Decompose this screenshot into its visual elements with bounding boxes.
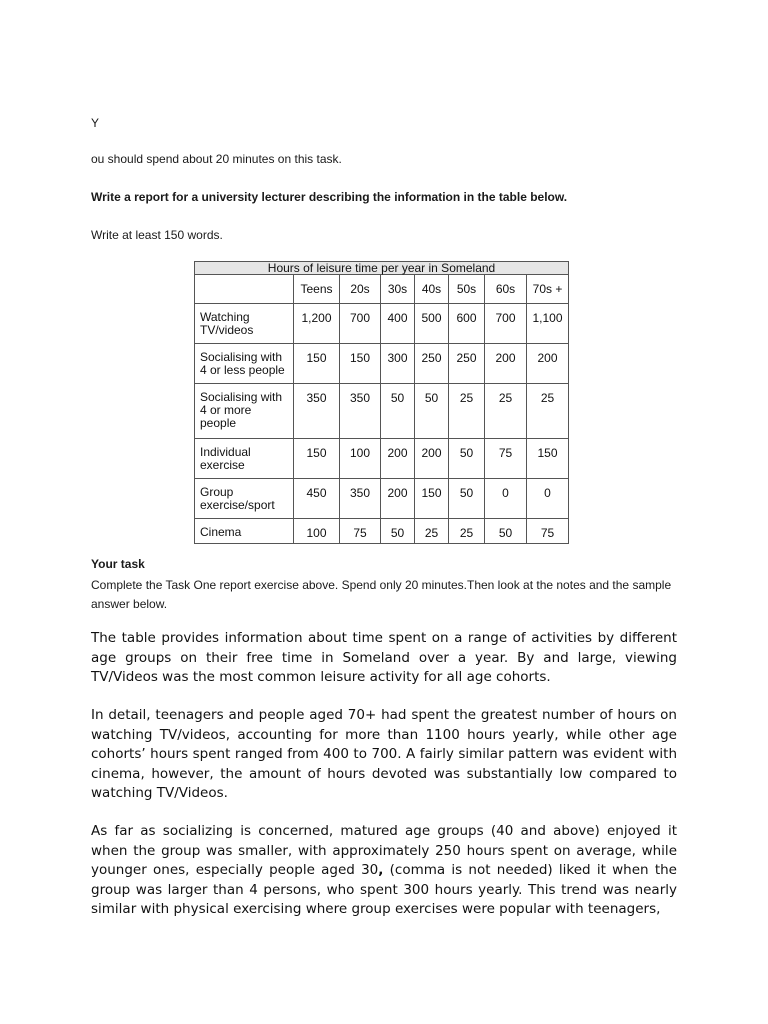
task-description: Complete the Task One report exercise above. Spend only 20 minutes.Then look at the notes and the sample answer below. [91, 578, 672, 611]
table-row [195, 439, 569, 479]
table-header-row [195, 275, 569, 304]
column-header: 40s [415, 275, 449, 304]
table-cell: 75 [485, 439, 527, 479]
table-cell: 25 [449, 519, 485, 544]
column-header: 50s [449, 275, 485, 304]
table-cell: 150 [415, 479, 449, 519]
table-cell: 200 [381, 479, 415, 519]
table-cell: 400 [381, 304, 415, 344]
table-cell: 200 [415, 439, 449, 479]
table-cell: 600 [449, 304, 485, 344]
table-row [195, 384, 569, 439]
table-cell: 450 [294, 479, 340, 519]
answer-paragraph-3 [91, 822, 677, 920]
task-instruction: Write a report for a university lecturer describing the information in the table below. [91, 190, 568, 204]
row-label: Socialising with 4 or more people [195, 384, 294, 439]
table-cell: 50 [449, 479, 485, 519]
table-title: Hours of leisure time per year in Someland [195, 262, 569, 275]
row-label: Individual exercise [195, 439, 294, 479]
table-cell: 700 [485, 304, 527, 344]
column-header: Teens [294, 275, 340, 304]
row-label: Socialising with 4 or less people [195, 344, 294, 384]
table-cell: 350 [294, 384, 340, 439]
table-row [195, 519, 569, 544]
table-cell: 75 [340, 519, 381, 544]
table-cell: 250 [449, 344, 485, 384]
table-cell: 100 [294, 519, 340, 544]
table-cell: 50 [485, 519, 527, 544]
table-cell: 350 [340, 479, 381, 519]
table-cell: 150 [294, 439, 340, 479]
table-row [195, 304, 569, 344]
table-cell: 150 [527, 439, 569, 479]
table-row [195, 344, 569, 384]
answer-paragraph-1: The table provides information about time spent on a range of activities by different age groups on their free time in Someland over a year. By and large, viewing TV/Videos was the most common leisure activity for all age cohorts. [91, 630, 677, 685]
leisure-time-table [194, 261, 569, 544]
table-cell: 150 [294, 344, 340, 384]
table-cell: 200 [381, 439, 415, 479]
table-cell: 50 [381, 384, 415, 439]
column-header: 70s + [527, 275, 569, 304]
answer-text: (comma is not needed) liked it when the group was larger than 4 persons, who spent 300 hours yearly. This trend was nearly similar with physical exercising where group exercises were popular with teenagers, [91, 862, 677, 917]
table-cell: 75 [527, 519, 569, 544]
table-cell: 300 [381, 344, 415, 384]
table-row [195, 479, 569, 519]
table-cell: 1,200 [294, 304, 340, 344]
table-cell: 350 [340, 384, 381, 439]
word-count-note: Write at least 150 words. [91, 228, 223, 242]
table-cell: 50 [449, 439, 485, 479]
table-cell: 0 [527, 479, 569, 519]
table-cell: 25 [527, 384, 569, 439]
row-label: Watching TV/videos [195, 304, 294, 344]
table-cell: 500 [415, 304, 449, 344]
table-cell: 1,100 [527, 304, 569, 344]
table-cell: 25 [485, 384, 527, 439]
row-label: Group exercise/sport [195, 479, 294, 519]
table-cell: 250 [415, 344, 449, 384]
answer-text: As far as socializing is concerned, matured age groups (40 and above) enjoyed it when the group was smaller, with approximately 250 hours spent on average, while younger ones, especially people aged 30 [91, 823, 677, 878]
column-header: 30s [381, 275, 415, 304]
header-empty [195, 275, 294, 304]
table-cell: 700 [340, 304, 381, 344]
table-cell: 100 [340, 439, 381, 479]
task-heading: Your task [91, 557, 145, 571]
table-cell: 200 [527, 344, 569, 384]
table-cell: 50 [381, 519, 415, 544]
table-cell: 25 [449, 384, 485, 439]
table-cell: 0 [485, 479, 527, 519]
stray-letter: Y [91, 116, 100, 130]
highlighted-comma: , [378, 862, 384, 878]
table-cell: 25 [415, 519, 449, 544]
column-header: 60s [485, 275, 527, 304]
table-cell: 150 [340, 344, 381, 384]
row-label: Cinema [195, 519, 294, 544]
column-header: 20s [340, 275, 381, 304]
time-note: ou should spend about 20 minutes on this task. [91, 152, 342, 166]
table-cell: 200 [485, 344, 527, 384]
answer-paragraph-2: In detail, teenagers and people aged 70+ had spent the greatest number of hours on watching TV/videos, accounting for more than 1100 hours yearly, while other age cohorts’ hours spent ranged from 400 to 700. A fairly similar pattern was evident with cinema, however, the amount of hours devoted was substantially low compared to watching TV/Videos. [91, 707, 677, 801]
table-cell: 50 [415, 384, 449, 439]
